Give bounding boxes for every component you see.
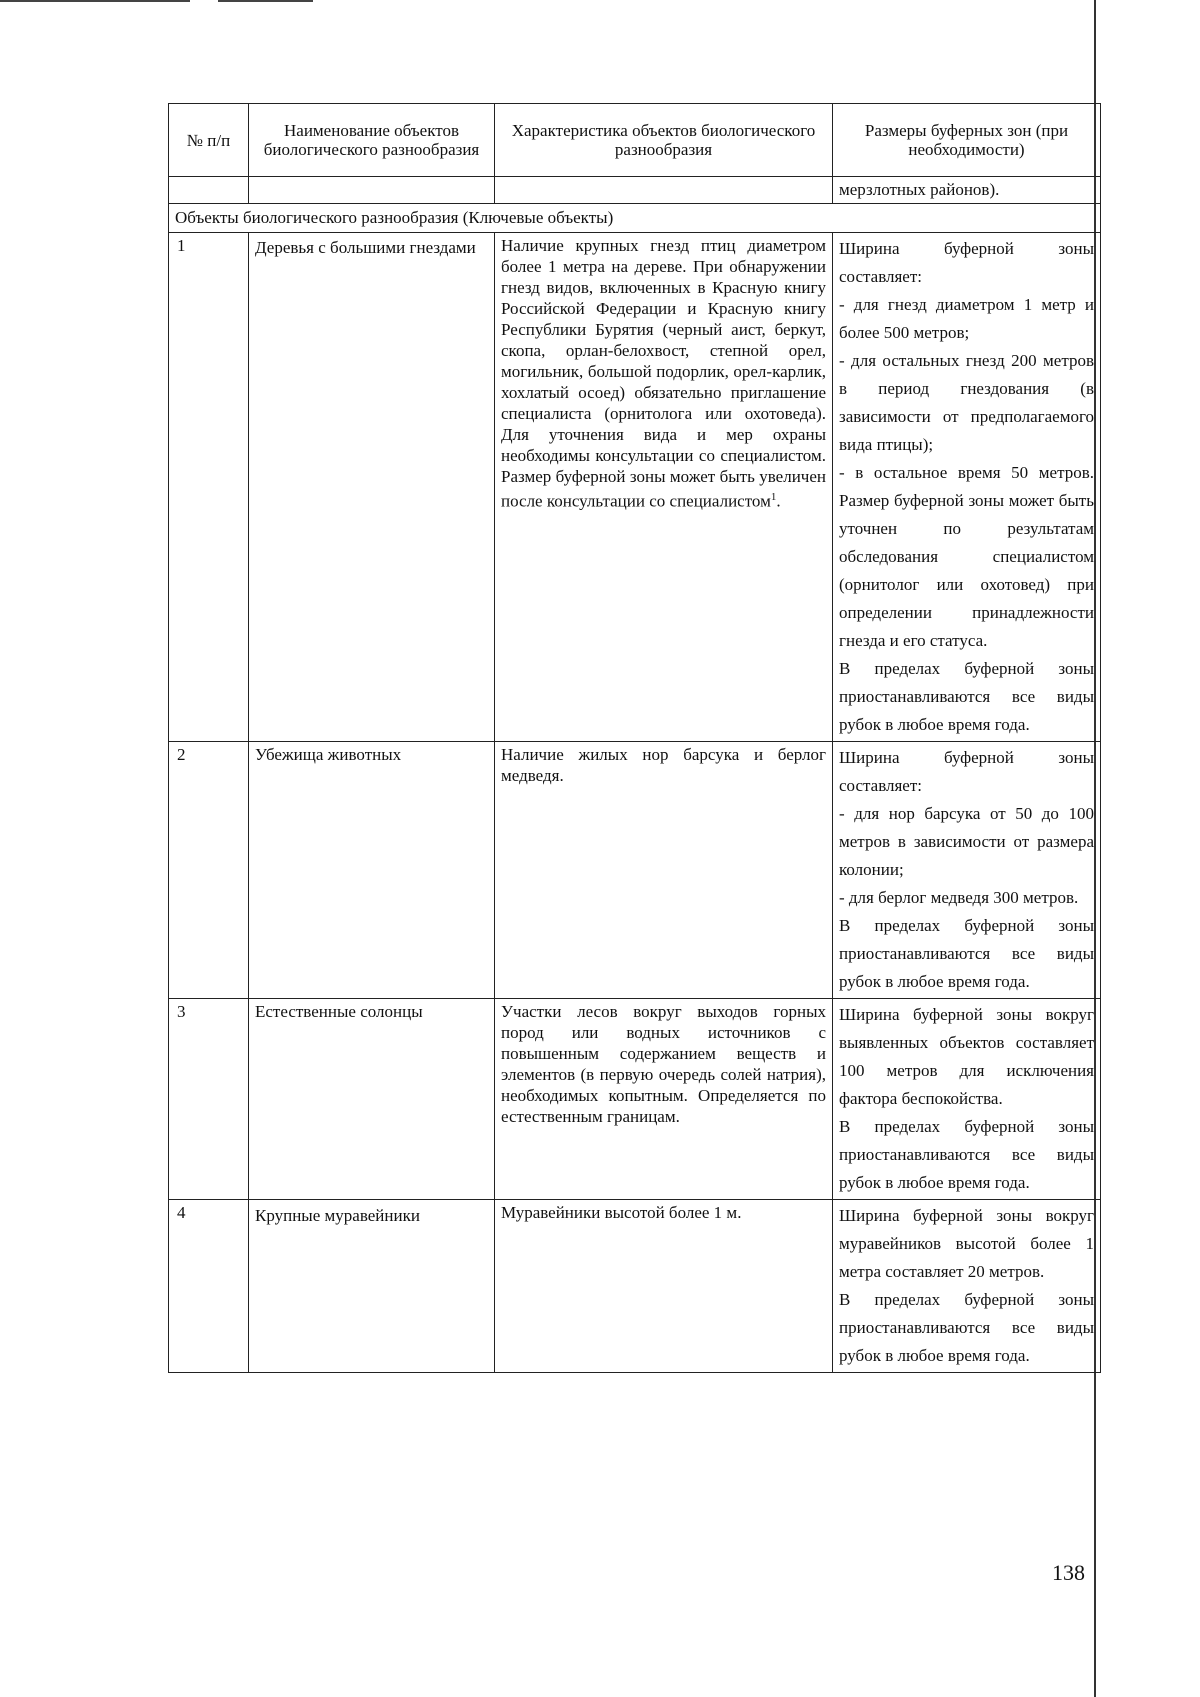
biodiversity-table <box>168 103 1101 1373</box>
footnote-marker: 1 <box>770 491 777 503</box>
header-name: Наименование объектов биологического разнообразия <box>249 104 495 177</box>
table-row <box>169 233 1101 742</box>
table-header-row <box>169 104 1101 177</box>
object-description: Участки лесов вокруг выходов горных пород или водных источников с повышенным содержанием веществ и элементов (в первую очередь солей натрия), необходимых копытным. Определяется по естественным границам. <box>495 999 833 1200</box>
buffer-size: Ширина буферной зоны составляет: - для гнезд диаметром 1 метр и более 500 метров; - для остальных гнезд 200 метров в период гнездования (в зависимости от предполагаемого вида птицы); - в остальное время 50 метров. Размер буферной зоны может быть уточнен по результатам обследования специалистом (орнитолог или охотовед) при определении принадлежности гнезда и его статуса. В пределах буферной зоны приостанавливаются все виды рубок в любое время года. <box>833 233 1101 742</box>
row-number: 3 <box>169 999 249 1200</box>
section-row <box>169 204 1101 233</box>
object-description: Муравейники высотой более 1 м. <box>495 1200 833 1373</box>
row-number: 4 <box>169 1200 249 1373</box>
buffer-size: Ширина буферной зоны составляет: - для нор барсука от 50 до 100 метров в зависимости от размера колонии; - для берлог медведя 300 метров. В пределах буферной зоны приостанавливаются все виды рубок в любое время года. <box>833 742 1101 999</box>
object-name: Убежища животных <box>249 742 495 999</box>
section-title: Объекты биологического разнообразия (Ключевые объекты) <box>169 204 1101 233</box>
object-description: Наличие крупных гнезд птиц диаметром более 1 метра на дереве. При обнаружении гнезд видов, включенных в Красную книгу Российской Федерации и Красную книгу Республики Бурятия (черный аист, беркут, скопа, орлан-белохвост, степной орел, могильник, большой подорлик, орел-карлик, хохлатый осоед) обязательно приглашение специалиста (орнитолога или охотоведа). Для уточнения вида и мер охраны необходимы консультации со специалистом. Размер буферной зоны может быть увеличен после консультации со специалистом$^1$. <box>495 233 833 742</box>
row-number: 2 <box>169 742 249 999</box>
continuation-row <box>169 177 1101 204</box>
object-description: Наличие жилых нор барсука и берлог медведя. <box>495 742 833 999</box>
object-name: Деревья с большими гнездами <box>249 233 495 742</box>
row-number: 1 <box>169 233 249 742</box>
buffer-size: Ширина буферной зоны вокруг муравейников высотой более 1 метра составляет 20 метров. В пределах буферной зоны приостанавливаются все виды рубок в любое время года. <box>833 1200 1101 1373</box>
header-characteristics: Характеристика объектов биологического разнообразия <box>495 104 833 177</box>
scan-edge-line <box>218 0 313 2</box>
object-name: Крупные муравейники <box>249 1200 495 1373</box>
header-buffer: Размеры буферных зон (при необходимости) <box>833 104 1101 177</box>
continuation-text: мерзлотных районов). <box>833 177 1101 204</box>
object-name: Естественные солонцы <box>249 999 495 1200</box>
table-row <box>169 742 1101 999</box>
header-num: № п/п <box>169 104 249 177</box>
table-row <box>169 1200 1101 1373</box>
scan-edge-line <box>0 0 190 2</box>
buffer-size: Ширина буферной зоны вокруг выявленных объектов составляет 100 метров для исключения фактора беспокойства. В пределах буферной зоны приостанавливаются все виды рубок в любое время года. <box>833 999 1101 1200</box>
page-number: 138 <box>1052 1560 1085 1585</box>
table-row <box>169 999 1101 1200</box>
